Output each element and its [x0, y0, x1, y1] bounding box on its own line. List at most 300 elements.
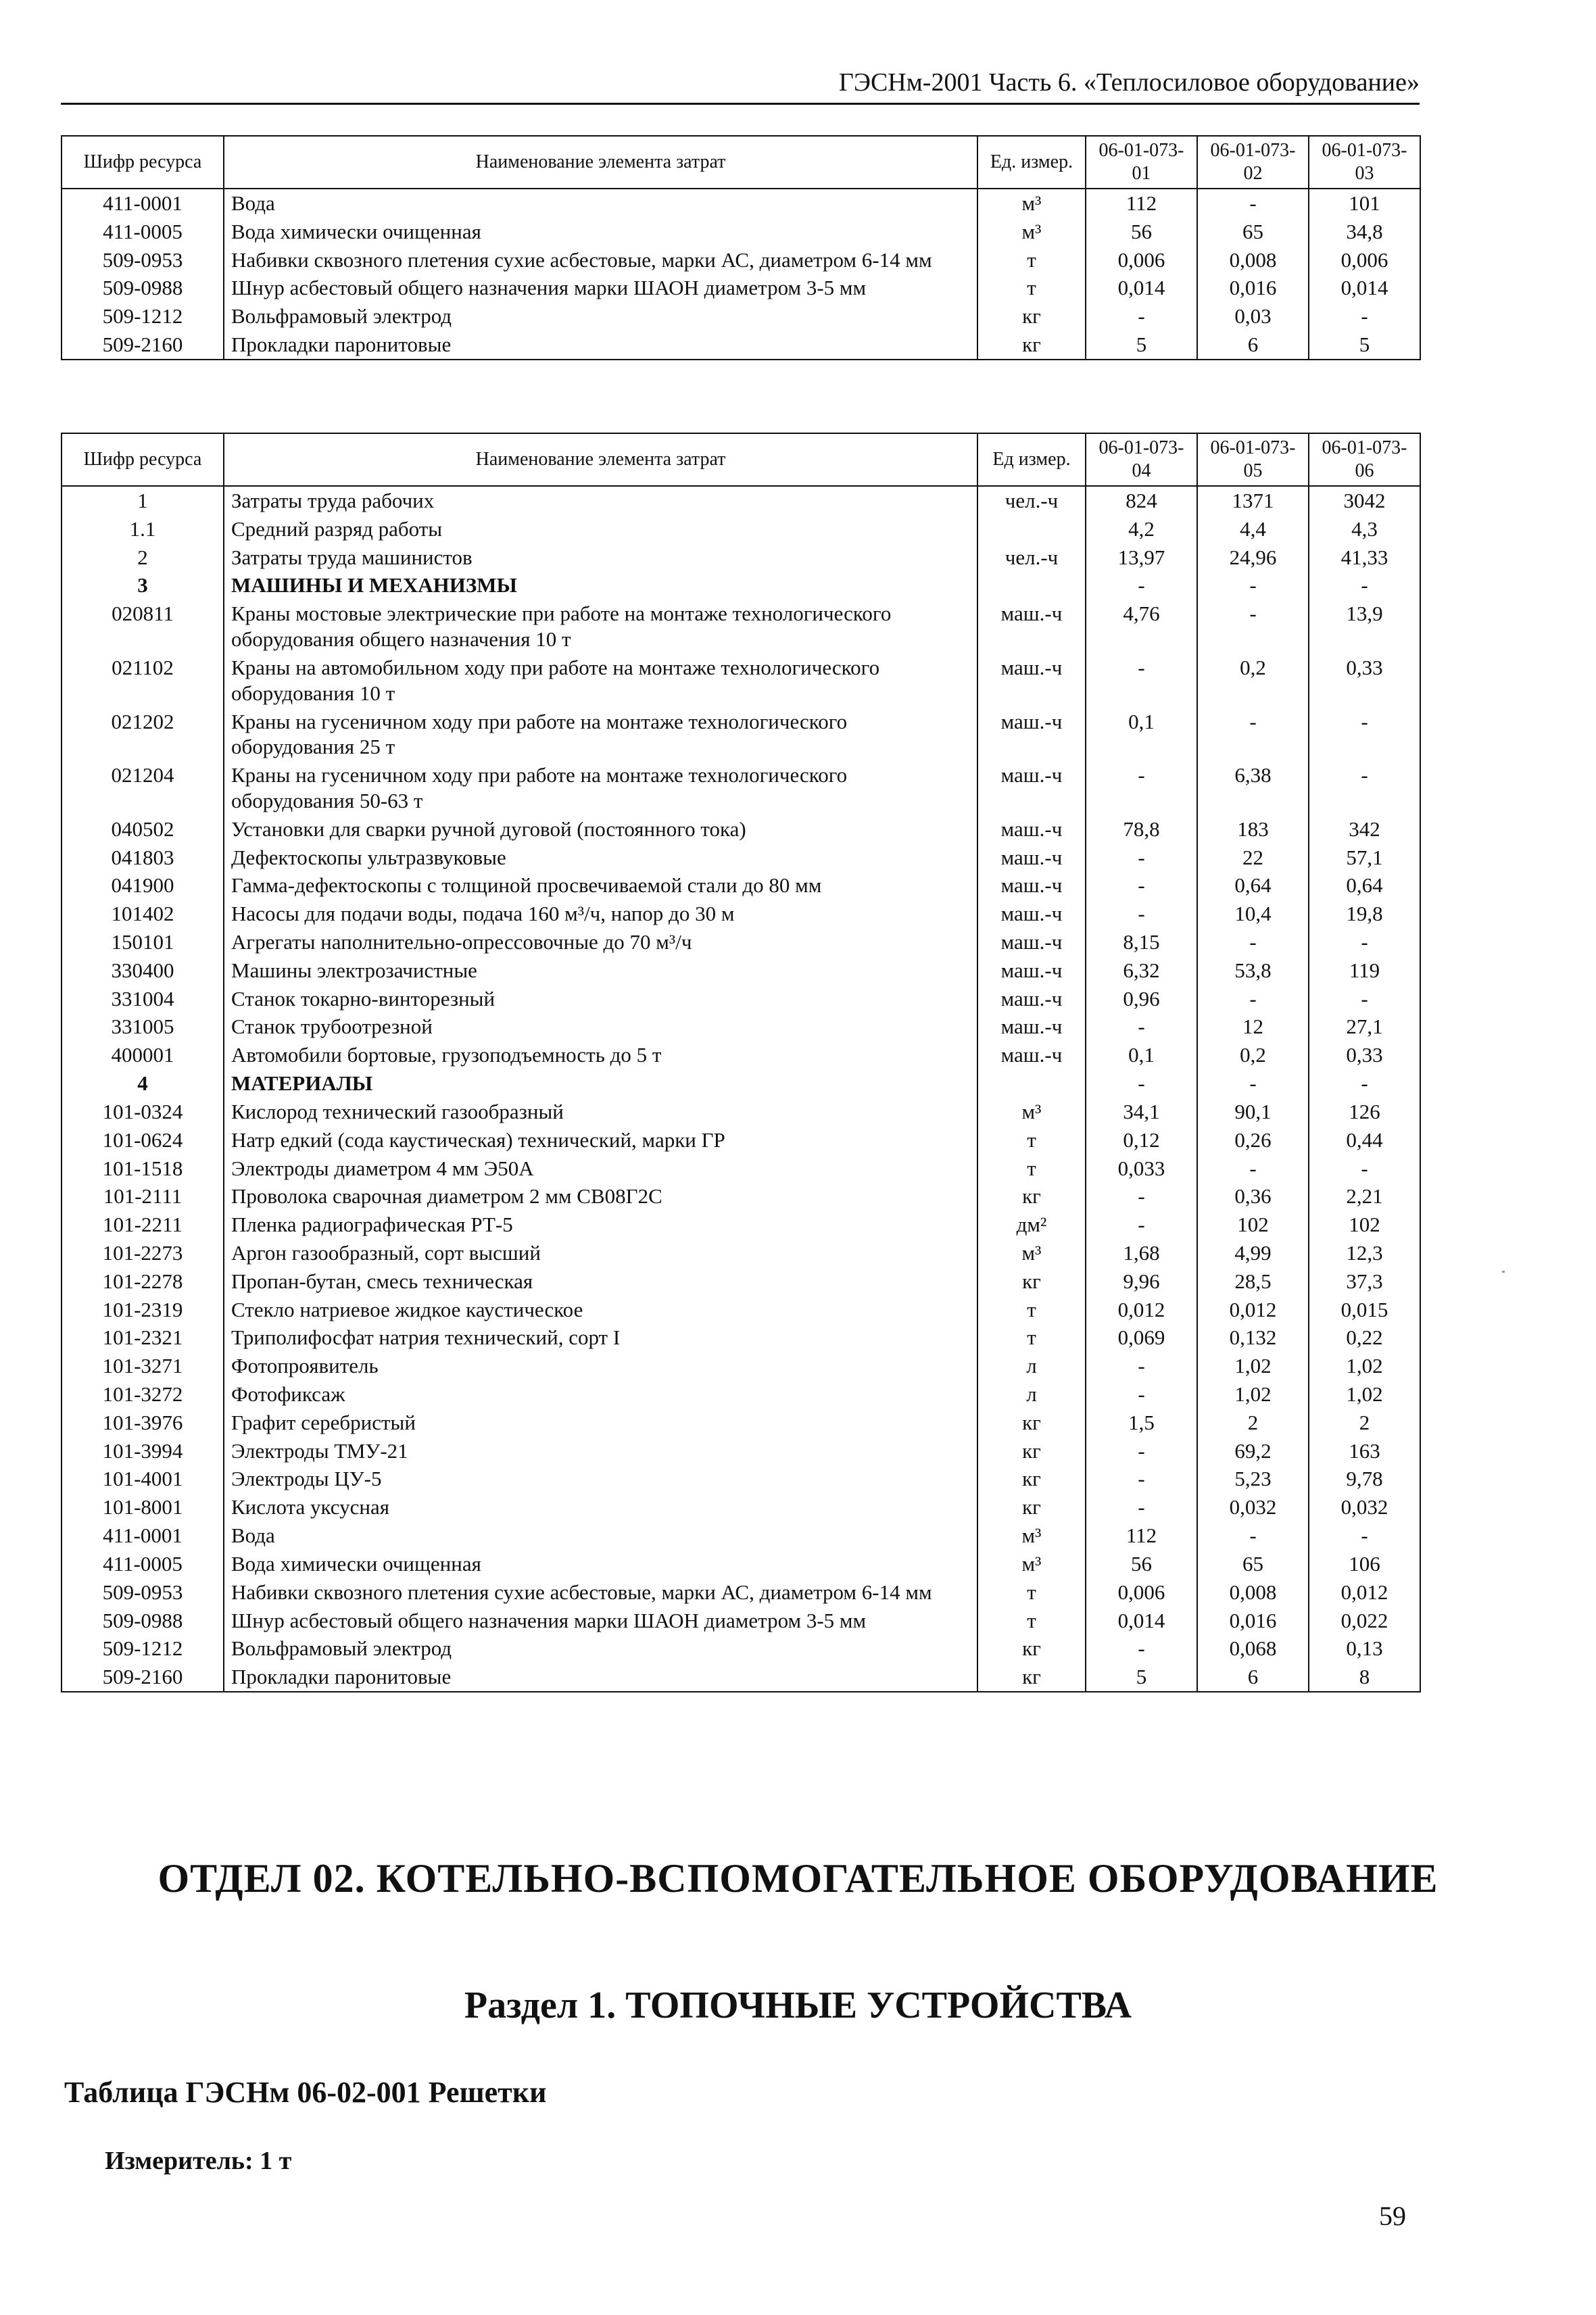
- rate-value: 1371: [1197, 486, 1309, 515]
- resource-code: 411-0001: [62, 189, 224, 218]
- resource-code: 101-2319: [62, 1296, 224, 1324]
- unit-of-measure: кг: [977, 1493, 1086, 1521]
- resource-table-2: [61, 433, 1421, 1692]
- resource-code: 101-0324: [62, 1098, 224, 1126]
- resource-code: 331004: [62, 985, 224, 1013]
- rate-value: 5: [1086, 1663, 1197, 1692]
- unit-of-measure: т: [977, 246, 1086, 274]
- cost-element-name: Триполифосфат натрия технический, сорт I: [224, 1323, 977, 1352]
- resource-code: 150101: [62, 928, 224, 956]
- cost-element-name: Натр едкий (сода каустическая) технический, марки ГР: [224, 1126, 977, 1154]
- unit-of-measure: кг: [977, 1465, 1086, 1493]
- cost-element-name: Средний разряд работы: [224, 515, 977, 543]
- cost-element-name: Агрегаты наполнительно-опрессовочные до 70 м³/ч: [224, 928, 977, 956]
- cost-element-name: Вольфрамовый электрод: [224, 1634, 977, 1663]
- col-header-rate-6: 06-01-073-06: [1309, 433, 1420, 486]
- rate-value: 0,64: [1197, 871, 1309, 900]
- cost-element-name: Фотофиксаж: [224, 1380, 977, 1409]
- rate-value: 4,3: [1309, 515, 1420, 543]
- cost-element-name: Гамма-дефектоскопы с толщиной просвечиваемой стали до 80 мм: [224, 871, 977, 900]
- cost-element-name: Кислота уксусная: [224, 1493, 977, 1521]
- department-heading: ОТДЕЛ 02. КОТЕЛЬНО-ВСПОМОГАТЕЛЬНОЕ ОБОРУДОВАНИЕ: [158, 1856, 1438, 1901]
- cost-element-name: МАТЕРИАЛЫ: [224, 1069, 977, 1098]
- section-heading: Раздел 1. ТОПОЧНЫЕ УСТРОЙСТВА: [464, 1984, 1132, 2026]
- rate-value: 56: [1086, 1550, 1197, 1578]
- table-row: [62, 1550, 1420, 1578]
- cost-element-name: Вода химически очищенная: [224, 218, 977, 246]
- unit-of-measure: т: [977, 1607, 1086, 1635]
- rate-value: -: [1309, 761, 1420, 815]
- col-header-rate-1: 06-01-073-01: [1086, 136, 1197, 189]
- table-row: [62, 1154, 1420, 1183]
- rate-value: 4,76: [1086, 600, 1197, 654]
- col-header-unit: Ед измер.: [977, 433, 1086, 486]
- rate-value: -: [1309, 571, 1420, 600]
- cost-element-name: Стекло натриевое жидкое каустическое: [224, 1296, 977, 1324]
- col-header-name: Наименование элемента затрат: [224, 433, 977, 486]
- unit-of-measure: кг: [977, 302, 1086, 331]
- unit-of-measure: т: [977, 1154, 1086, 1183]
- rate-value: -: [1086, 1069, 1197, 1098]
- resource-code: 101-1518: [62, 1154, 224, 1183]
- rate-value: 0,012: [1086, 1296, 1197, 1324]
- rate-value: 5: [1086, 331, 1197, 360]
- unit-of-measure: м³: [977, 1098, 1086, 1126]
- rate-value: -: [1086, 1465, 1197, 1493]
- rate-value: 0,33: [1309, 654, 1420, 708]
- rate-value: 3042: [1309, 486, 1420, 515]
- table-row: [62, 331, 1420, 360]
- running-header: ГЭСНм-2001 Часть 6. «Теплосиловое оборудование»: [61, 68, 1420, 105]
- unit-of-measure: маш.-ч: [977, 928, 1086, 956]
- unit-of-measure: кг: [977, 1437, 1086, 1465]
- cost-element-name: Шнур асбестовый общего назначения марки ШАОН диаметром 3-5 мм: [224, 274, 977, 302]
- rate-value: 183: [1197, 815, 1309, 844]
- rate-value: 2: [1197, 1409, 1309, 1437]
- unit-of-measure: м³: [977, 1521, 1086, 1550]
- resource-code: 411-0005: [62, 218, 224, 246]
- unit-of-measure: кг: [977, 1267, 1086, 1296]
- resource-code: 1.1: [62, 515, 224, 543]
- table-row: [62, 1323, 1420, 1352]
- rate-value: 163: [1309, 1437, 1420, 1465]
- cost-element-name: Пропан-бутан, смесь техническая: [224, 1267, 977, 1296]
- cost-element-name: Дефектоскопы ультразвуковые: [224, 844, 977, 872]
- rate-value: -: [1086, 844, 1197, 872]
- rate-value: 1,02: [1197, 1380, 1309, 1409]
- resource-code: 101-4001: [62, 1465, 224, 1493]
- table-row: [62, 1352, 1420, 1380]
- rate-value: 0,33: [1309, 1041, 1420, 1069]
- section-row: [62, 1069, 1420, 1098]
- rate-value: 0,006: [1309, 246, 1420, 274]
- rate-value: 0,006: [1086, 1578, 1197, 1607]
- rate-value: 65: [1197, 218, 1309, 246]
- unit-of-measure: маш.-ч: [977, 956, 1086, 985]
- rate-value: 27,1: [1309, 1013, 1420, 1041]
- cost-element-name: Автомобили бортовые, грузоподъемность до 5 т: [224, 1041, 977, 1069]
- rate-value: -: [1197, 1069, 1309, 1098]
- unit-of-measure: л: [977, 1352, 1086, 1380]
- unit-of-measure: маш.-ч: [977, 654, 1086, 708]
- meter-label: Измеритель: 1 т: [105, 2147, 292, 2175]
- cost-element-name: Прокладки паронитовые: [224, 1663, 977, 1692]
- unit-of-measure: кг: [977, 1409, 1086, 1437]
- rate-value: 34,1: [1086, 1098, 1197, 1126]
- resource-code: 020811: [62, 600, 224, 654]
- resource-code: 4: [62, 1069, 224, 1098]
- table-row: [62, 515, 1420, 543]
- table-row: [62, 1409, 1420, 1437]
- rate-value: -: [1086, 871, 1197, 900]
- rate-value: 6: [1197, 331, 1309, 360]
- cost-element-name: Набивки сквозного плетения сухие асбестовые, марки АС, диаметром 6-14 мм: [224, 1578, 977, 1607]
- table-row: [62, 871, 1420, 900]
- resource-code: 021102: [62, 654, 224, 708]
- resource-code: 509-0953: [62, 1578, 224, 1607]
- section-row: [62, 571, 1420, 600]
- cost-element-name: Насосы для подачи воды, подача 160 м³/ч, напор до 30 м: [224, 900, 977, 928]
- rate-value: -: [1086, 1493, 1197, 1521]
- rate-value: -: [1309, 1069, 1420, 1098]
- cost-element-name: Краны мостовые электрические при работе на монтаже технологического оборудования общего назначения 10 т: [224, 600, 977, 654]
- col-header-rate-4: 06-01-073-04: [1086, 433, 1197, 486]
- rate-value: 0,008: [1197, 246, 1309, 274]
- rate-value: -: [1197, 189, 1309, 218]
- unit-of-measure: дм²: [977, 1211, 1086, 1239]
- rate-value: 0,64: [1309, 871, 1420, 900]
- rate-value: 0,96: [1086, 985, 1197, 1013]
- rate-value: 4,99: [1197, 1239, 1309, 1267]
- rate-value: 106: [1309, 1550, 1420, 1578]
- table-row: [62, 1521, 1420, 1550]
- rate-value: -: [1197, 708, 1309, 762]
- unit-of-measure: л: [977, 1380, 1086, 1409]
- table-row: [62, 1578, 1420, 1607]
- resource-code: 2: [62, 543, 224, 572]
- resource-table-1: [61, 135, 1421, 360]
- resource-code: 101-3271: [62, 1352, 224, 1380]
- rate-value: 1,02: [1197, 1352, 1309, 1380]
- rate-value: 0,2: [1197, 1041, 1309, 1069]
- rate-value: 1,5: [1086, 1409, 1197, 1437]
- unit-of-measure: [977, 1069, 1086, 1098]
- unit-of-measure: маш.-ч: [977, 871, 1086, 900]
- resource-code: 3: [62, 571, 224, 600]
- cost-element-name: Краны на автомобильном ходу при работе на монтаже технологического оборудования 10 т: [224, 654, 977, 708]
- unit-of-measure: т: [977, 1296, 1086, 1324]
- resource-code: 509-0988: [62, 1607, 224, 1635]
- rate-value: 9,96: [1086, 1267, 1197, 1296]
- table-row: [62, 815, 1420, 844]
- rate-value: 0,032: [1309, 1493, 1420, 1521]
- resource-code: 509-1212: [62, 302, 224, 331]
- cost-element-name: Вольфрамовый электрод: [224, 302, 977, 331]
- cost-element-name: Станок трубоотрезной: [224, 1013, 977, 1041]
- unit-of-measure: маш.-ч: [977, 844, 1086, 872]
- rate-value: 0,033: [1086, 1154, 1197, 1183]
- resource-code: 509-0988: [62, 274, 224, 302]
- rate-value: 2: [1309, 1409, 1420, 1437]
- cost-element-name: Электроды диаметром 4 мм Э50А: [224, 1154, 977, 1183]
- rate-value: 0,26: [1197, 1126, 1309, 1154]
- col-header-code: Шифр ресурса: [62, 136, 224, 189]
- rate-value: 1,68: [1086, 1239, 1197, 1267]
- rate-value: -: [1309, 708, 1420, 762]
- cost-element-name: Вода химически очищенная: [224, 1550, 977, 1578]
- unit-of-measure: т: [977, 1323, 1086, 1352]
- table-row: [62, 761, 1420, 815]
- rate-value: 10,4: [1197, 900, 1309, 928]
- rate-value: 22: [1197, 844, 1309, 872]
- rate-value: 0,006: [1086, 246, 1197, 274]
- cost-element-name: Кислород технический газообразный: [224, 1098, 977, 1126]
- rate-value: 19,8: [1309, 900, 1420, 928]
- rate-value: 1,02: [1309, 1352, 1420, 1380]
- rate-value: 0,012: [1309, 1578, 1420, 1607]
- resource-code: 509-2160: [62, 331, 224, 360]
- table-row: [62, 928, 1420, 956]
- cost-element-name: Затраты труда машинистов: [224, 543, 977, 572]
- unit-of-measure: [977, 571, 1086, 600]
- resource-code: 101-3976: [62, 1409, 224, 1437]
- scan-speck: [1502, 1271, 1505, 1273]
- rate-value: 4,4: [1197, 515, 1309, 543]
- table-row: [62, 1493, 1420, 1521]
- rate-value: 0,03: [1197, 302, 1309, 331]
- rate-value: 0,016: [1197, 274, 1309, 302]
- table-1-body: [62, 189, 1420, 360]
- col-header-code: Шифр ресурса: [62, 433, 224, 486]
- rate-value: -: [1197, 1154, 1309, 1183]
- resource-code: 509-0953: [62, 246, 224, 274]
- rate-value: 6: [1197, 1663, 1309, 1692]
- table-row: [62, 985, 1420, 1013]
- cost-element-name: Станок токарно-винторезный: [224, 985, 977, 1013]
- cost-element-name: Краны на гусеничном ходу при работе на монтаже технологического оборудования 50-63 т: [224, 761, 977, 815]
- unit-of-measure: маш.-ч: [977, 900, 1086, 928]
- resource-code: 509-2160: [62, 1663, 224, 1692]
- unit-of-measure: кг: [977, 1663, 1086, 1692]
- unit-of-measure: м³: [977, 1550, 1086, 1578]
- unit-of-measure: м³: [977, 218, 1086, 246]
- resource-code: 021202: [62, 708, 224, 762]
- resource-code: 1: [62, 486, 224, 515]
- rate-value: -: [1086, 1634, 1197, 1663]
- cost-element-name: Проволока сварочная диаметром 2 мм СВ08Г2С: [224, 1182, 977, 1211]
- cost-element-name: Краны на гусеничном ходу при работе на монтаже технологического оборудования 25 т: [224, 708, 977, 762]
- rate-value: 12,3: [1309, 1239, 1420, 1267]
- table-row: [62, 302, 1420, 331]
- unit-of-measure: т: [977, 274, 1086, 302]
- table-row: [62, 274, 1420, 302]
- resource-code: 101-2273: [62, 1239, 224, 1267]
- unit-of-measure: маш.-ч: [977, 1013, 1086, 1041]
- rate-value: 0,12: [1086, 1126, 1197, 1154]
- table-row: [62, 486, 1420, 515]
- rate-value: -: [1086, 1437, 1197, 1465]
- resource-code: 101-3272: [62, 1380, 224, 1409]
- resource-code: 101-2321: [62, 1323, 224, 1352]
- rate-value: 24,96: [1197, 543, 1309, 572]
- table-row: [62, 1663, 1420, 1692]
- rate-value: 9,78: [1309, 1465, 1420, 1493]
- rate-value: 0,44: [1309, 1126, 1420, 1154]
- rate-value: 41,33: [1309, 543, 1420, 572]
- unit-of-measure: чел.-ч: [977, 543, 1086, 572]
- rate-value: 0,032: [1197, 1493, 1309, 1521]
- unit-of-measure: маш.-ч: [977, 815, 1086, 844]
- rate-value: 0,022: [1309, 1607, 1420, 1635]
- rate-value: 112: [1086, 1521, 1197, 1550]
- resource-code: 101-8001: [62, 1493, 224, 1521]
- rate-value: 0,068: [1197, 1634, 1309, 1663]
- col-header-rate-2: 06-01-073-02: [1197, 136, 1309, 189]
- rate-value: -: [1309, 1154, 1420, 1183]
- table-row: [62, 1211, 1420, 1239]
- resource-code: 041900: [62, 871, 224, 900]
- rate-value: -: [1197, 928, 1309, 956]
- cost-element-name: Фотопроявитель: [224, 1352, 977, 1380]
- rate-value: -: [1086, 1211, 1197, 1239]
- unit-of-measure: кг: [977, 1634, 1086, 1663]
- rate-value: 2,21: [1309, 1182, 1420, 1211]
- rate-value: 112: [1086, 189, 1197, 218]
- rate-value: 0,132: [1197, 1323, 1309, 1352]
- table-row: [62, 1296, 1420, 1324]
- rate-value: -: [1086, 302, 1197, 331]
- rate-value: -: [1309, 1521, 1420, 1550]
- rate-value: -: [1309, 985, 1420, 1013]
- rate-value: 8: [1309, 1663, 1420, 1692]
- unit-of-measure: т: [977, 1578, 1086, 1607]
- cost-element-name: Набивки сквозного плетения сухие асбестовые, марки АС, диаметром 6-14 мм: [224, 246, 977, 274]
- table-row: [62, 543, 1420, 572]
- table-row: [62, 1239, 1420, 1267]
- rate-value: 28,5: [1197, 1267, 1309, 1296]
- rate-value: 6,32: [1086, 956, 1197, 985]
- rate-value: 12: [1197, 1013, 1309, 1041]
- unit-of-measure: маш.-ч: [977, 1041, 1086, 1069]
- rate-value: 0,014: [1086, 274, 1197, 302]
- rate-value: 1,02: [1309, 1380, 1420, 1409]
- rate-value: 101: [1309, 189, 1420, 218]
- table-row: [62, 1182, 1420, 1211]
- rate-value: 5,23: [1197, 1465, 1309, 1493]
- cost-element-name: Аргон газообразный, сорт высший: [224, 1239, 977, 1267]
- page-number: 59: [1379, 2201, 1406, 2231]
- rate-value: -: [1197, 571, 1309, 600]
- table-row: [62, 1437, 1420, 1465]
- rate-value: -: [1197, 1521, 1309, 1550]
- rate-value: 56: [1086, 218, 1197, 246]
- unit-of-measure: маш.-ч: [977, 761, 1086, 815]
- unit-of-measure: м³: [977, 189, 1086, 218]
- rate-value: -: [1086, 1013, 1197, 1041]
- rate-value: 8,15: [1086, 928, 1197, 956]
- rate-value: 13,97: [1086, 543, 1197, 572]
- unit-of-measure: м³: [977, 1239, 1086, 1267]
- cost-element-name: Затраты труда рабочих: [224, 486, 977, 515]
- resource-code: 101402: [62, 900, 224, 928]
- table-row: [62, 654, 1420, 708]
- rate-value: -: [1086, 571, 1197, 600]
- resource-code: 101-3994: [62, 1437, 224, 1465]
- resource-code: 101-2211: [62, 1211, 224, 1239]
- rate-value: 0,014: [1086, 1607, 1197, 1635]
- cost-element-name: Графит серебристый: [224, 1409, 977, 1437]
- resource-code: 041803: [62, 844, 224, 872]
- rate-value: 6,38: [1197, 761, 1309, 815]
- table-2-body: [62, 486, 1420, 1692]
- rate-value: 126: [1309, 1098, 1420, 1126]
- rate-value: 65: [1197, 1550, 1309, 1578]
- rate-value: 102: [1197, 1211, 1309, 1239]
- rate-value: -: [1309, 302, 1420, 331]
- cost-element-name: Установки для сварки ручной дуговой (постоянного тока): [224, 815, 977, 844]
- cost-element-name: Шнур асбестовый общего назначения марки ШАОН диаметром 3-5 мм: [224, 1607, 977, 1635]
- table-row: [62, 1098, 1420, 1126]
- rate-value: 0,015: [1309, 1296, 1420, 1324]
- rate-value: 37,3: [1309, 1267, 1420, 1296]
- table-row: [62, 900, 1420, 928]
- table-row: [62, 956, 1420, 985]
- rate-value: -: [1086, 1380, 1197, 1409]
- rate-value: 78,8: [1086, 815, 1197, 844]
- table-row: [62, 1267, 1420, 1296]
- cost-element-name: МАШИНЫ И МЕХАНИЗМЫ: [224, 571, 977, 600]
- rate-value: 0,012: [1197, 1296, 1309, 1324]
- rate-value: 0,069: [1086, 1323, 1197, 1352]
- unit-of-measure: маш.-ч: [977, 708, 1086, 762]
- resource-code: 411-0001: [62, 1521, 224, 1550]
- rate-value: 0,2: [1197, 654, 1309, 708]
- rate-value: 102: [1309, 1211, 1420, 1239]
- resource-code: 101-2278: [62, 1267, 224, 1296]
- resource-code: 101-2111: [62, 1182, 224, 1211]
- rate-value: 0,13: [1309, 1634, 1420, 1663]
- rate-value: 69,2: [1197, 1437, 1309, 1465]
- rate-value: 824: [1086, 486, 1197, 515]
- table-row: [62, 1607, 1420, 1635]
- cost-element-name: Электроды ЦУ-5: [224, 1465, 977, 1493]
- rate-value: -: [1309, 928, 1420, 956]
- cost-element-name: Прокладки паронитовые: [224, 331, 977, 360]
- table-row: [62, 1126, 1420, 1154]
- unit-of-measure: кг: [977, 331, 1086, 360]
- table-row: [62, 189, 1420, 218]
- rate-value: 0,22: [1309, 1323, 1420, 1352]
- col-header-name: Наименование элемента затрат: [224, 136, 977, 189]
- rate-value: 53,8: [1197, 956, 1309, 985]
- unit-of-measure: маш.-ч: [977, 985, 1086, 1013]
- rate-value: 0,1: [1086, 708, 1197, 762]
- table-row: [62, 600, 1420, 654]
- resource-code: 021204: [62, 761, 224, 815]
- unit-of-measure: т: [977, 1126, 1086, 1154]
- rate-value: 90,1: [1197, 1098, 1309, 1126]
- cost-element-name: Вода: [224, 1521, 977, 1550]
- cost-element-name: Вода: [224, 189, 977, 218]
- rate-value: 0,016: [1197, 1607, 1309, 1635]
- unit-of-measure: [977, 515, 1086, 543]
- col-header-rate-5: 06-01-073-05: [1197, 433, 1309, 486]
- table-row: [62, 246, 1420, 274]
- rate-value: 34,8: [1309, 218, 1420, 246]
- table-row: [62, 1041, 1420, 1069]
- rate-value: 119: [1309, 956, 1420, 985]
- rate-value: 342: [1309, 815, 1420, 844]
